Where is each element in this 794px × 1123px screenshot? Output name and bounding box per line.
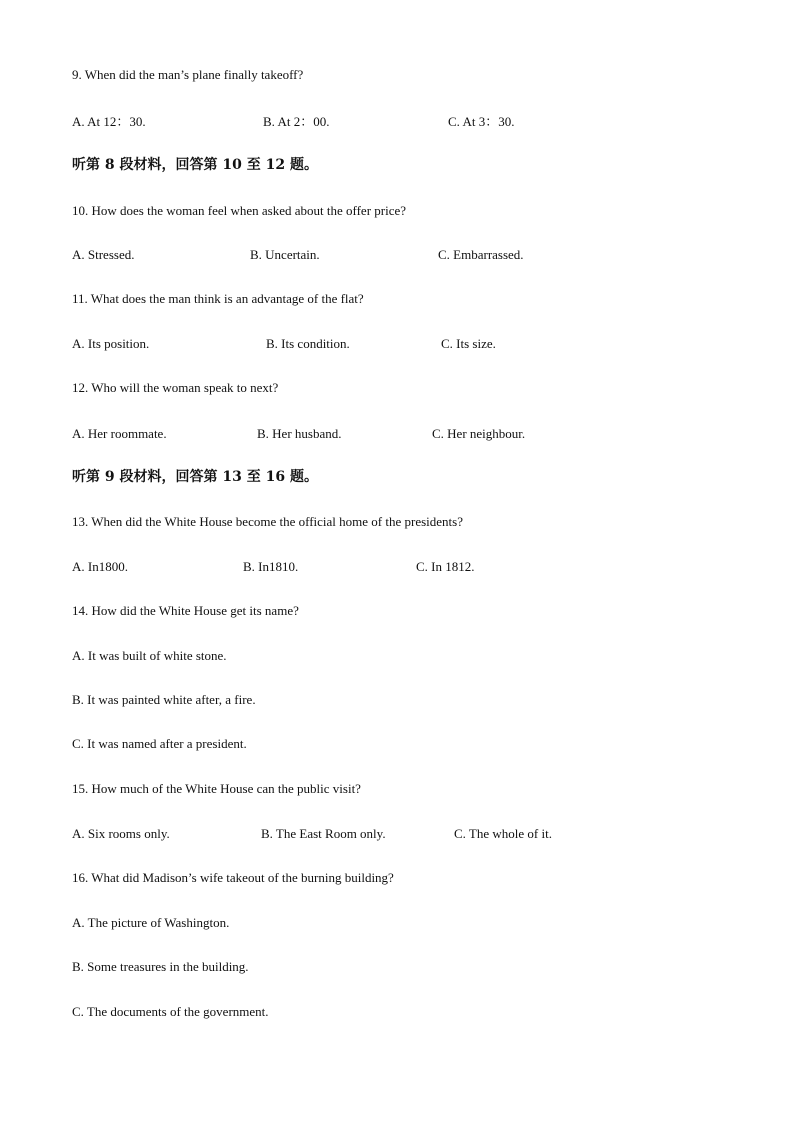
question-10-option-b: B. Uncertain. [250, 247, 320, 262]
question-15-option-c: C. The whole of it. [454, 826, 552, 841]
question-9: 9. When did the man’s plane finally takeoff? [72, 67, 304, 82]
question-12-option-b: B. Her husband. [257, 426, 342, 441]
question-16-option-b: B. Some treasures in the building. [72, 959, 249, 974]
question-13-option-b: B. In1810. [243, 559, 299, 574]
section-9-heading: 听第 9 段材料，回答第 13 至 16 题。 [72, 469, 318, 485]
question-11-option-c: C. Its size. [441, 336, 496, 351]
question-12-option-c: C. Her neighbour. [432, 426, 526, 441]
question-12-option-a: A. Her roommate. [72, 426, 167, 441]
question-15-option-b: B. The East Room only. [261, 826, 386, 841]
question-16-option-c: C. The documents of the government. [72, 1004, 269, 1019]
question-9-option-b: B. At 2：00. [263, 114, 330, 129]
question-15: 15. How much of the White House can the public visit? [72, 781, 361, 796]
question-16: 16. What did Madison’s wife takeout of the burning building? [72, 870, 394, 885]
question-13: 13. When did the White House become the official home of the presidents? [72, 514, 463, 529]
question-11-option-b: B. Its condition. [266, 336, 350, 351]
question-11: 11. What does the man think is an advantage of the flat? [72, 291, 364, 306]
question-14-option-b: B. It was painted white after, a fire. [72, 692, 256, 707]
question-11-option-a: A. Its position. [72, 336, 150, 351]
question-14-option-a: A. It was built of white stone. [72, 648, 227, 663]
section-8-heading: 听第 8 段材料，回答第 10 至 12 题。 [72, 157, 318, 173]
question-13-option-a: A. In1800. [72, 559, 128, 574]
question-10: 10. How does the woman feel when asked about the offer price? [72, 203, 407, 218]
question-10-option-a: A. Stressed. [72, 247, 135, 262]
question-15-option-a: A. Six rooms only. [72, 826, 170, 841]
question-10-option-c: C. Embarrassed. [438, 247, 524, 262]
question-13-option-c: C. In 1812. [416, 559, 475, 574]
question-9-option-a: A. At 12：30. [72, 114, 146, 129]
question-14-option-c: C. It was named after a president. [72, 736, 247, 751]
question-12: 12. Who will the woman speak to next? [72, 380, 279, 395]
question-9-option-c: C. At 3：30. [448, 114, 515, 129]
question-14: 14. How did the White House get its name? [72, 603, 299, 618]
question-16-option-a: A. The picture of Washington. [72, 915, 230, 930]
